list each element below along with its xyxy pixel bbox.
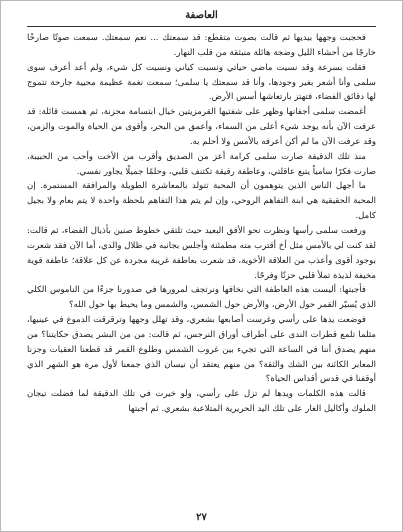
paragraph: منذ تلك الدقيقة صارت سلمى كرامة أعز من الصديق وأقرب من الأخت وأحب من الحبيبة، صارت فكرًا سامياً يتبع عاقلتي، وعاطفة رقيقة تكتنف قلبي، وحلمًا جميلًا يجاور نفسي.: [27, 151, 376, 177]
paragraph: ورفعت سلمى رأسها ونظرت نحو الأفق البعيد حيث تلتقي خطوط صنين بأذيال الفضاء، ثم قالت: لقد كنت لي بالأمس مثل أخ أقترب منه مطمئنة وأجلس بجانبه في ظلال والدي، أما الآن فقد شعرت بوجود أقوى وأعذب من العلاقة الأخوية، قد شعرت بعاطفة غريبة مجردة عن كل علاقة؛ عاطفة قوية مخيفة لذيذة تملأ قلبي حزنًا وفرحًا.: [27, 225, 376, 281]
running-header: العاصفة: [185, 10, 218, 21]
page-number: ٢٧: [196, 512, 207, 523]
paragraph: أغمضت سلمى أجفانها وظهر على شفتيها القرمزيتين خيال ابتسامة محزنة، ثم همست قائلة: قد عرفت الآن بأنه يوجد شيء أعلى من السماء، وأعمق من البحر، وأقوى من الحياة والموت والزمن، وقد عرفت الآن ما لم أكن أعرفه بالأمس ولا أحلم به.: [27, 107, 376, 147]
paragraph: فحجبت وجهها بيديها ثم قالت بصوت متقطع: قد سمعتك ... نعم سمعتك. سمعت صوتًا صارخًا خارجًا من أحشاء الليل وضجة هائلة منبثقة من قلب النهار.: [27, 33, 376, 58]
body-text: [27, 31, 376, 417]
paragraph: فأجبتها: أليست هذه العاطفة التي نخافها ونرتجف لمرورها في صدورنا جزءًا من الناموس الكلي الذي يُسيّر القمر حول الأرض، والأرض حول الشمس، والشمس وما يحيط بها حول الله؟: [27, 285, 376, 311]
paragraph: فقلت بسرعة وقد نسيت ماضي حياتي ونسيت كياني ونسيت كل شيء، ولم أعد أعرف سوى سلمى وأنا أشعر بغير وجودها، وأنا قد سمعتك يا سلمى؛ سمعت نغمة عظيمة محيية جارحة تتموج لها دقائق الفضاء، فتهتز بارتعاشها أسس الأرض.: [27, 62, 376, 103]
header-divider: [27, 26, 376, 27]
paragraph: ما أجهل الناس الذين يتوهمون أن المحبة تتولد بالمعاشرة الطويلة والمرافقة المستمرة. إن المحبة الحقيقية هي ابنة التفاهم الروحي، وإن لم يتم هذا التفاهم بلحظة واحدة لا يتم بعام ولا بجيل كامل.: [27, 181, 376, 222]
paragraph: قالت هذه الكلمات ويدها لم تزل على رأسي، ولو خيرت في تلك الدقيقة لما فضلت تيجان الملوك وأكاليل الغار على تلك اليد الحريرية المتلاعبة بشعري. ثم أجبتها: [27, 389, 376, 415]
paragraph: فوضعت يدها على رأسي وغرست أصابعها بشعري، وقد تهلل وجهها وترقرقت الدموع في عينيها، مثلما تلمع قطرات الندى على أطراف أوراق النرجس، ثم قالت: من من البشر يصدق حكايتنا؟ من منهم يصدق أننا في الساعة التي تجيء بين غروب الشمس وطلوع القمر قد قطعنا العقبات وجزنا المعابر الكائنة بين الشك والثقة؟ من منهم يعتقد أن نيسان الذي جمعنا لأول مرة هو الشهر الذي أوقفنا في قدس أقداس الحياة؟: [27, 315, 376, 385]
